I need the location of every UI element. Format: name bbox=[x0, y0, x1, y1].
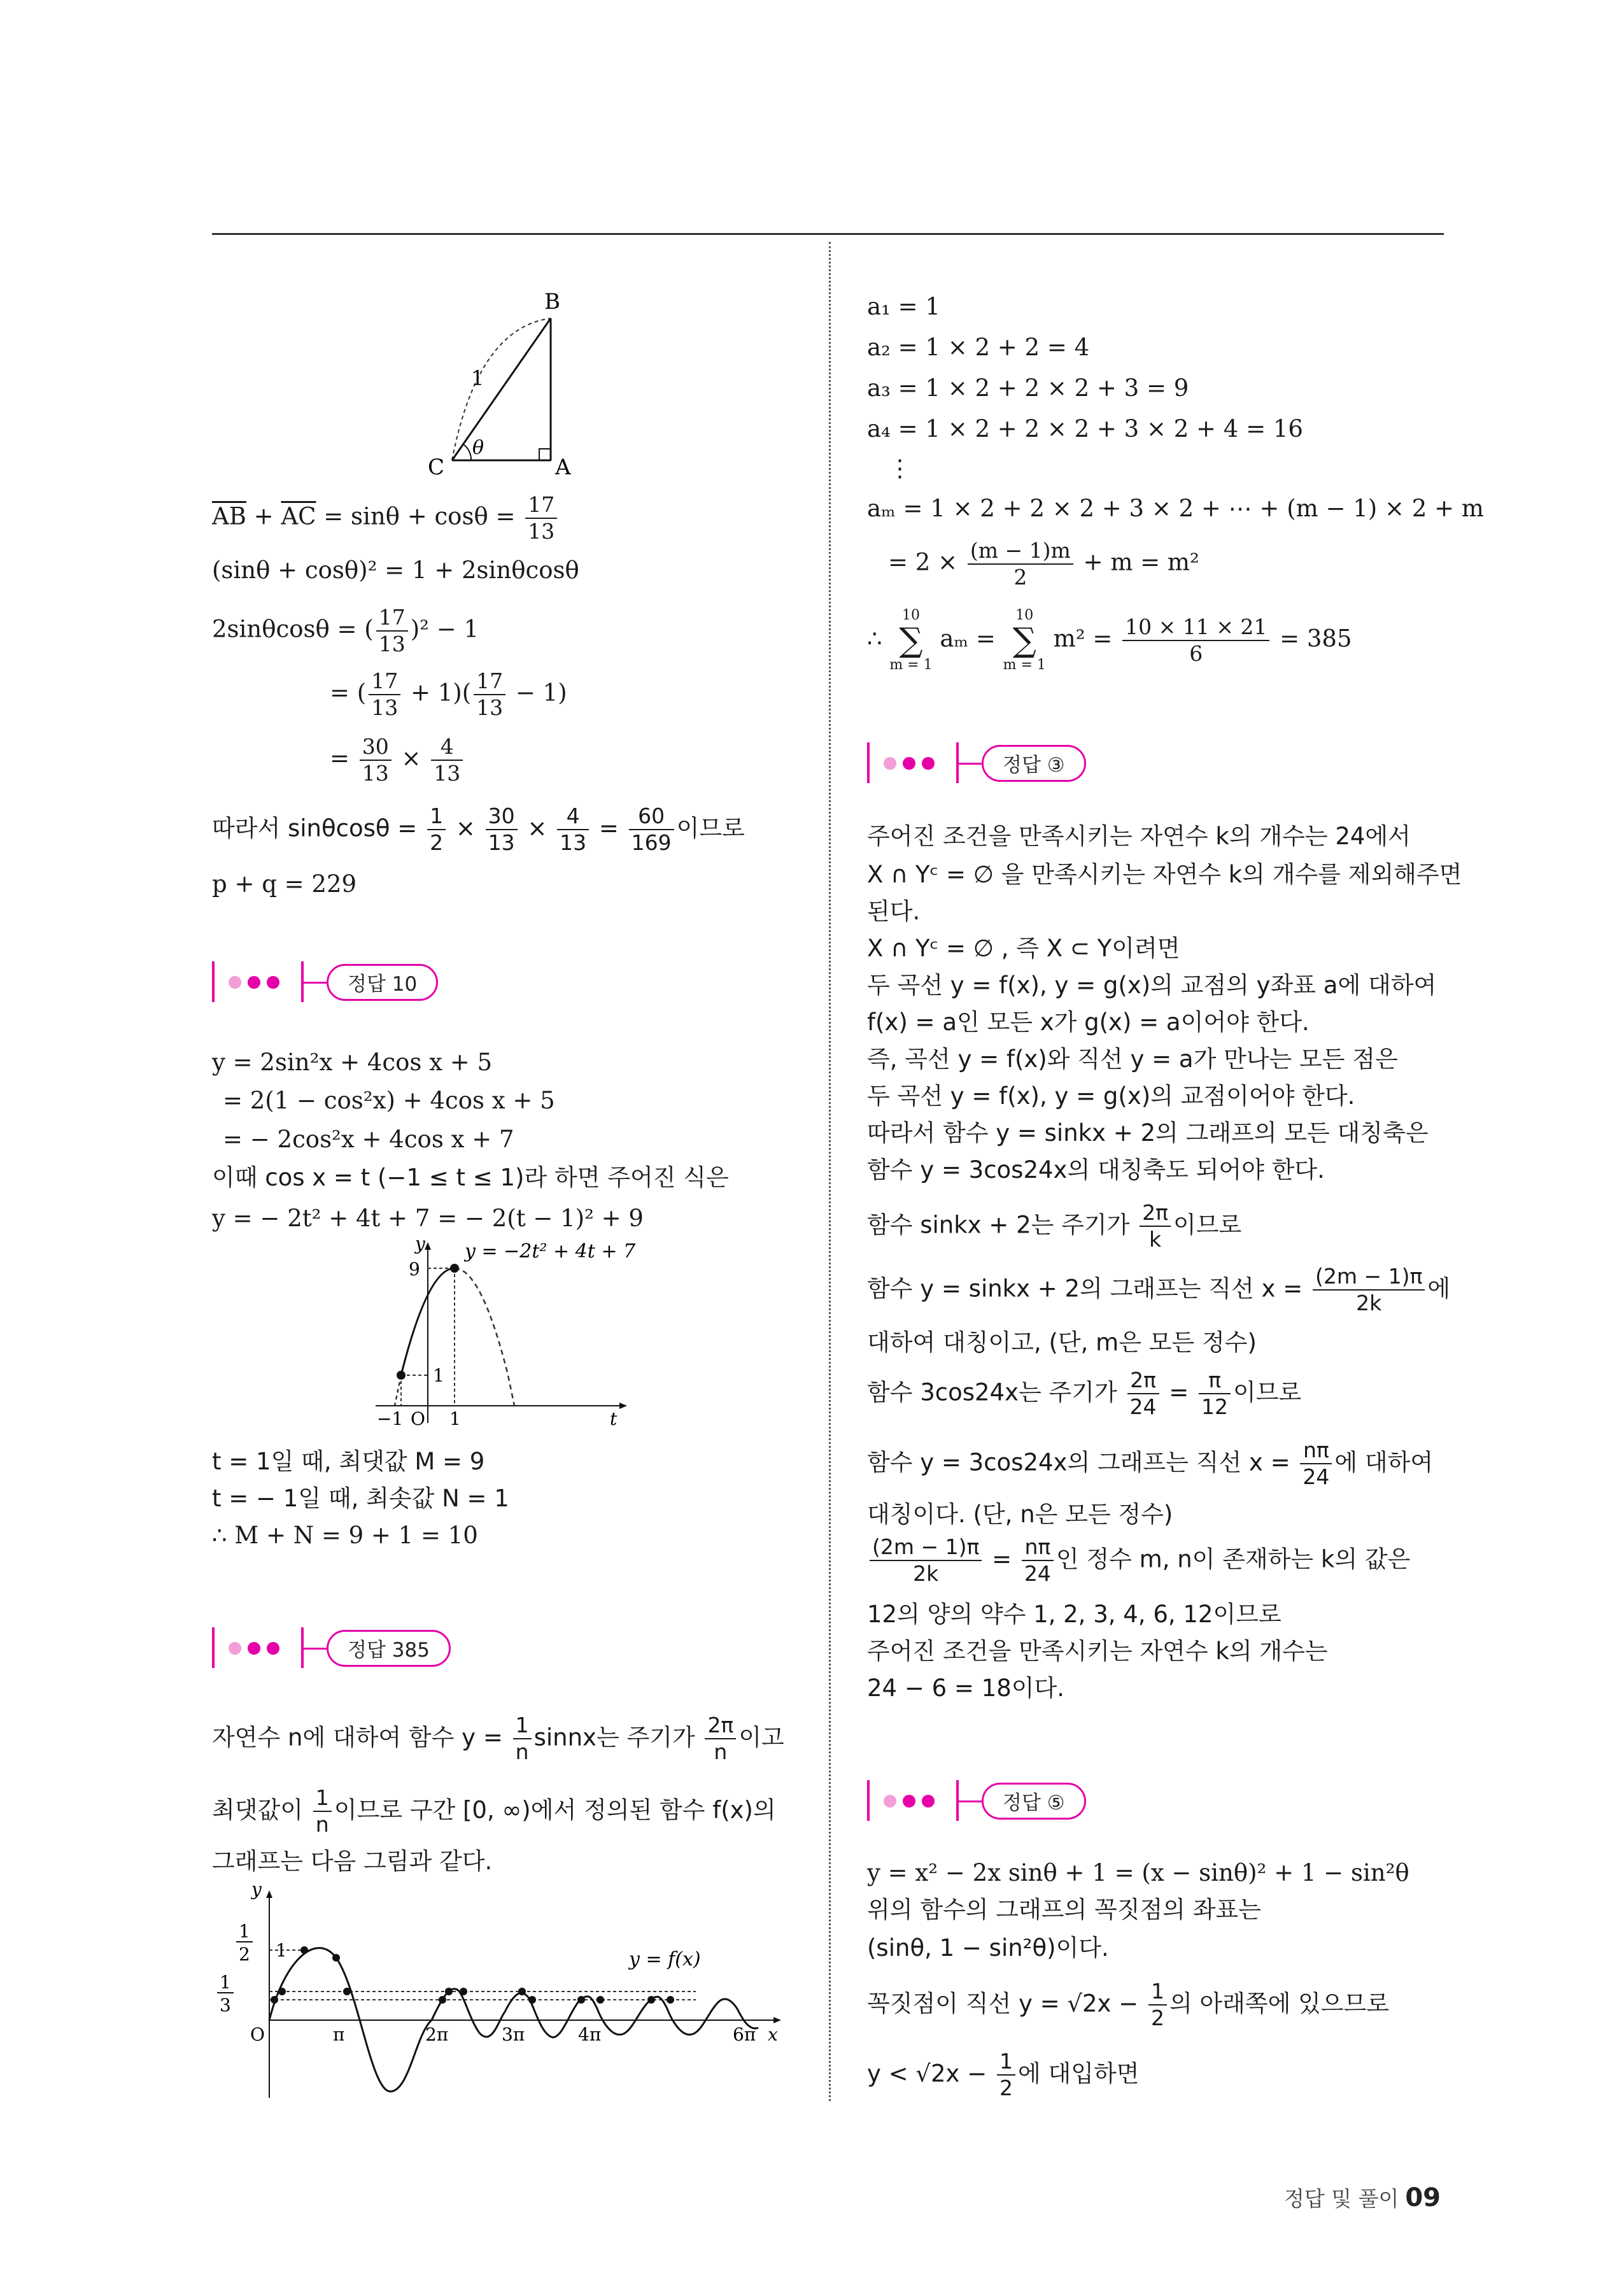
curve-label: y = −2t² + 4t + 7 bbox=[465, 1240, 636, 1263]
eq-factor: = ( $\frac{17}{13}$ + 1)( $\frac{17}{13}$ − 1) bbox=[330, 669, 567, 720]
label-2pi: 2π bbox=[425, 2024, 449, 2045]
answer-pill: 정답 ⑤ bbox=[982, 1783, 1086, 1820]
s4-l7: = 2 × $\frac{(m - 1)m}{2}$ + m = m² bbox=[888, 538, 1199, 590]
label-4pi: 4π bbox=[578, 2024, 602, 2045]
label-origin: O bbox=[250, 2024, 265, 2045]
s6-l3: (sinθ, 1 − sin²θ)이다. bbox=[867, 1934, 1109, 1962]
answer-header-10 bbox=[212, 956, 479, 1007]
label-minus1: −1 bbox=[377, 1408, 404, 1429]
s5-l12: 함수 y = sinkx + 2의 그래프는 직선 x = $\frac{(2m - 1)\pi}{2k}$ 에 bbox=[867, 1264, 1451, 1315]
label-pi: π bbox=[333, 2024, 345, 2045]
s4-l4: a₄ = 1 × 2 + 2 × 2 + 3 × 2 + 4 = 16 bbox=[867, 415, 1303, 442]
s2-l2: = 2(1 − cos²x) + 4cos x + 5 bbox=[223, 1087, 555, 1114]
answer-header-3 bbox=[867, 737, 1134, 788]
s5-l8: 두 곡선 y = f(x), y = g(x)의 교점이어야 한다. bbox=[867, 1082, 1355, 1110]
label-6pi: 6π bbox=[733, 2024, 756, 2045]
answer-pill: 정답 ③ bbox=[982, 745, 1086, 782]
answer-header-385 bbox=[212, 1622, 479, 1673]
parabola-graph bbox=[369, 1238, 637, 1452]
label-3pi: 3π bbox=[502, 2024, 525, 2045]
answer-pill: 정답 10 bbox=[327, 964, 438, 1001]
answer-header-5 bbox=[867, 1775, 1134, 1826]
label-origin: O bbox=[411, 1408, 425, 1429]
s6-l4: 꼭짓점이 직선 y = √2x − $\frac{1}{2}$ 의 아래쪽에 있으므로 bbox=[867, 1979, 1390, 2030]
eq-square: (sinθ + cosθ)² = 1 + 2sinθcosθ bbox=[212, 556, 579, 584]
label-x1: 1 bbox=[449, 1408, 461, 1429]
page-number: 09 bbox=[1405, 2183, 1441, 2212]
min-point bbox=[397, 1371, 406, 1380]
s4-l5: ⋮ bbox=[888, 455, 912, 482]
page-footer bbox=[1284, 2182, 1441, 2212]
s4-l8: ∴ 10 ∑ m = 1 aₘ = 10 ∑ m = 1 m² = $\frac{10 \times 11 \times 21}{6}$ = 385 bbox=[867, 607, 1352, 673]
s5-l3: 된다. bbox=[867, 898, 921, 925]
label-one: 1 bbox=[471, 366, 484, 390]
s5-l15: 함수 y = 3cos24x의 그래프는 직선 x = $\frac{n\pi}{24}$ 에 대하여 bbox=[867, 1438, 1434, 1489]
label-9: 9 bbox=[409, 1259, 420, 1280]
y-axis-arrow bbox=[266, 1890, 272, 1898]
s5-l14: 함수 3cos24x는 주기가 $\frac{2\pi}{24}$ = $\frac{\pi}{12}$ 이므로 bbox=[867, 1368, 1302, 1419]
footer-label: 정답 및 풀이 bbox=[1283, 2186, 1399, 2211]
s5-l2: X ∩ Yᶜ = ∅ 을 만족시키는 자연수 k의 개수를 제외해주면 bbox=[867, 861, 1462, 888]
s5-l13: 대하여 대칭이고, (단, m은 모든 정수) bbox=[867, 1329, 1257, 1356]
hypotenuse-cb bbox=[452, 318, 551, 460]
s6-l1: y = x² − 2x sinθ + 1 = (x − sinθ)² + 1 − sin²θ bbox=[867, 1859, 1409, 1886]
eq-pq: p + q = 229 bbox=[212, 870, 357, 898]
s4-l2: a₂ = 1 × 2 + 2 = 4 bbox=[867, 334, 1090, 361]
s5-l9: 따라서 함수 y = sinkx + 2의 그래프의 모든 대칭축은 bbox=[867, 1119, 1429, 1147]
s4-l6: aₘ = 1 × 2 + 2 × 2 + 3 × 2 + ⋯ + (m − 1) × 2 + m bbox=[867, 495, 1484, 522]
label-y: y bbox=[251, 1881, 262, 1900]
right-triangle-figure bbox=[414, 290, 592, 481]
s5-l7: 즉, 곡선 y = f(x)와 직선 y = a가 만나는 모든 점은 bbox=[867, 1045, 1398, 1073]
label-third-num: 1 bbox=[220, 1972, 231, 1993]
label-b: B bbox=[544, 290, 560, 315]
column-divider bbox=[829, 242, 831, 2101]
max-point bbox=[450, 1264, 459, 1273]
label-half-num: 1 bbox=[239, 1921, 250, 1942]
label-theta: θ bbox=[472, 437, 484, 459]
parabola-dashed-left bbox=[395, 1375, 401, 1406]
s5-l20: 24 − 6 = 18이다. bbox=[867, 1674, 1064, 1702]
s3-l1: 자연수 n에 대하여 함수 y = $\frac{1}{n}$ sinnx는 주기가 $\frac{2\pi}{n}$ 이고 bbox=[212, 1713, 784, 1764]
eq-result: 따라서 sinθcosθ = $\frac{1}{2}$ × $\frac{30}{13}$ × $\frac{4}{13}$ = $\frac{60}{169}$ 이므로 bbox=[212, 803, 745, 855]
right-angle-mark bbox=[539, 449, 551, 460]
t-axis-arrow bbox=[619, 1403, 627, 1409]
label-third-den: 3 bbox=[220, 1995, 231, 2016]
s2-l7: t = − 1일 때, 최솟값 N = 1 bbox=[212, 1485, 509, 1512]
eq-2sincos: 2sinθcosθ = ( $\frac{17}{13}$ )² − 1 bbox=[212, 605, 479, 656]
s5-l1: 주어진 조건을 만족시키는 자연수 k의 개수는 24에서 bbox=[867, 823, 1411, 850]
label-one: 1 bbox=[276, 1940, 287, 1961]
s5-l10: 함수 y = 3cos24x의 대칭축도 되어야 한다. bbox=[867, 1156, 1325, 1184]
s2-l5: y = − 2t² + 4t + 7 = − 2(t − 1)² + 9 bbox=[212, 1205, 644, 1232]
s6-l5: y < √2x − $\frac{1}{2}$ 에 대입하면 bbox=[867, 2049, 1140, 2100]
eq-ab-ac: $\overline{AB} + \overline{AC} = \sin\theta + \cos\theta$ = $\frac{17}{13}$ bbox=[212, 492, 560, 544]
s5-l11: 함수 sinkx + 2는 주기가 $\frac{2\pi}{k}$ 이므로 bbox=[867, 1200, 1242, 1252]
label-a: A bbox=[555, 455, 571, 480]
s2-l6: t = 1일 때, 최댓값 M = 9 bbox=[212, 1448, 485, 1475]
x-axis-arrow bbox=[773, 2017, 781, 2023]
s5-l4: X ∩ Yᶜ = ∅ , 즉 X ⊂ Y이려면 bbox=[867, 935, 1180, 962]
label-t: t bbox=[610, 1408, 618, 1429]
curve-label: y = f(x) bbox=[629, 1948, 701, 1970]
s5-l19: 주어진 조건을 만족시키는 자연수 k의 개수는 bbox=[867, 1638, 1328, 1665]
fx-graph bbox=[212, 1881, 798, 2104]
s5-l6: f(x) = a인 모든 x가 g(x) = a이어야 한다. bbox=[867, 1008, 1310, 1036]
s5-l16: 대칭이다. (단, n은 모든 정수) bbox=[867, 1501, 1173, 1528]
s5-l5: 두 곡선 y = f(x), y = g(x)의 교점의 y좌표 a에 대하여 bbox=[867, 972, 1437, 999]
parabola-dashed-right bbox=[455, 1268, 514, 1406]
y-axis-arrow bbox=[425, 1242, 431, 1250]
s4-l3: a₃ = 1 × 2 + 2 × 2 + 3 = 9 bbox=[867, 374, 1189, 402]
answer-pill: 정답 385 bbox=[327, 1630, 451, 1667]
s6-l2: 위의 함수의 그래프의 꼭짓점의 좌표는 bbox=[867, 1896, 1261, 1923]
s3-l2: 최댓값이 $\frac{1}{n}$ 이므로 구간 [0, ∞)에서 정의된 함수 f(x)의 bbox=[212, 1785, 776, 1837]
s2-l8: ∴ M + N = 9 + 1 = 10 bbox=[212, 1522, 478, 1549]
s2-l3: = − 2cos²x + 4cos x + 7 bbox=[223, 1126, 514, 1153]
s4-l1: a₁ = 1 bbox=[867, 293, 940, 320]
s5-l18: 12의 양의 약수 1, 2, 3, 4, 6, 12이므로 bbox=[867, 1601, 1282, 1628]
top-rule bbox=[212, 233, 1444, 235]
s3-l3: 그래프는 다음 그림과 같다. bbox=[212, 1848, 493, 1875]
s2-l1: y = 2sin²x + 4cos x + 5 bbox=[212, 1049, 493, 1076]
label-half-den: 2 bbox=[239, 1944, 250, 1965]
s2-l4: 이때 cos x = t (−1 ≤ t ≤ 1)라 하면 주어진 식은 bbox=[212, 1164, 729, 1191]
eq-product: = $\frac{30}{13}$ × $\frac{4}{13}$ bbox=[330, 734, 465, 786]
label-x: x bbox=[768, 2024, 778, 2045]
angle-arc bbox=[463, 444, 471, 460]
label-1: 1 bbox=[433, 1365, 444, 1386]
label-y: y bbox=[415, 1238, 425, 1254]
s5-l17: $\frac{(2m - 1)\pi}{2k}$ = $\frac{n\pi}{24}$ 인 정수 m, n이 존재하는 k의 값은 bbox=[867, 1534, 1410, 1587]
label-c: C bbox=[428, 455, 445, 480]
